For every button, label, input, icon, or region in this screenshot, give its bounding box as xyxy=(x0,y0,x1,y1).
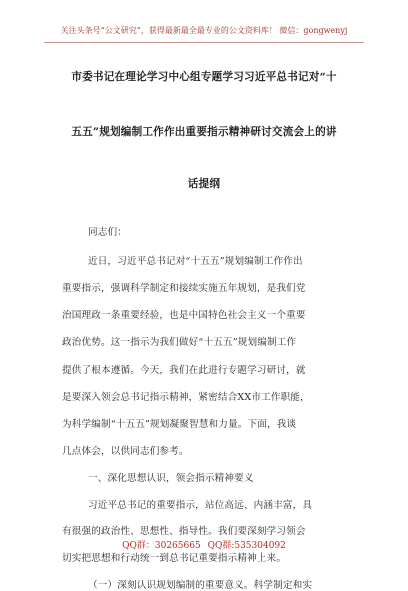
footer-qq-group-1: QQ群：30265665 xyxy=(122,541,201,551)
body-line: 近日，习近平总书记对“十五五”规划编制工作作出 xyxy=(88,256,303,267)
body-line: 同志们： xyxy=(88,227,127,238)
document-title-line-1: 市委书记在理论学习中心组专题学习习近平总书记对“十 xyxy=(71,71,337,83)
document-title-line-3: 话提纲 xyxy=(187,178,221,190)
body-line: 习近平总书记的重要指示，站位高远、内涵丰富，具 xyxy=(88,500,313,511)
footer-qq-group-2: QQ群:535304092 xyxy=(207,541,286,551)
header-notice: 关注头条号“公文研究”，获得最新最全最专业的公文资料库！ 微信：gongwenyj xyxy=(60,26,348,35)
body-line: 几点体会，以供同志们参考。 xyxy=(62,446,189,457)
body-line: 为科学编制“十五五”规划凝聚智慧和力量。下面，我谈 xyxy=(62,419,297,430)
body-line: 治国理政一条重要经验，也是中国特色社会主义一个重要 xyxy=(62,310,306,321)
body-line: （一）深刻认识规划编制的重要意义。科学制定和实 xyxy=(88,580,313,591)
body-line: 有很强的政治性、思想性、指导性。我们要深刻学习领会 xyxy=(62,526,306,537)
body-line: 政治优势。这一指示为我们做好“十五五”规划编制工作 xyxy=(62,337,297,348)
header-divider xyxy=(44,42,364,43)
body-line: 提供了根本遵循。今天，我们在此进行专题学习研讨，就 xyxy=(62,365,306,376)
section-heading: 一、深化思想认识，领会指示精神要义 xyxy=(88,473,254,484)
body-line: 切实把思想和行动统一到总书记重要指示精神上来。 xyxy=(62,553,287,564)
document-title-line-2: 五五”规划编制工作作出重要指示精神研讨交流会上的讲 xyxy=(71,126,337,138)
body-line: 是要深入领会总书记指示精神，紧密结合XX市工作职能， xyxy=(62,392,310,403)
footer-contact xyxy=(0,538,408,551)
body-line: 重要指示，强调科学制定和接续实施五年规划，是我们党 xyxy=(62,283,306,294)
